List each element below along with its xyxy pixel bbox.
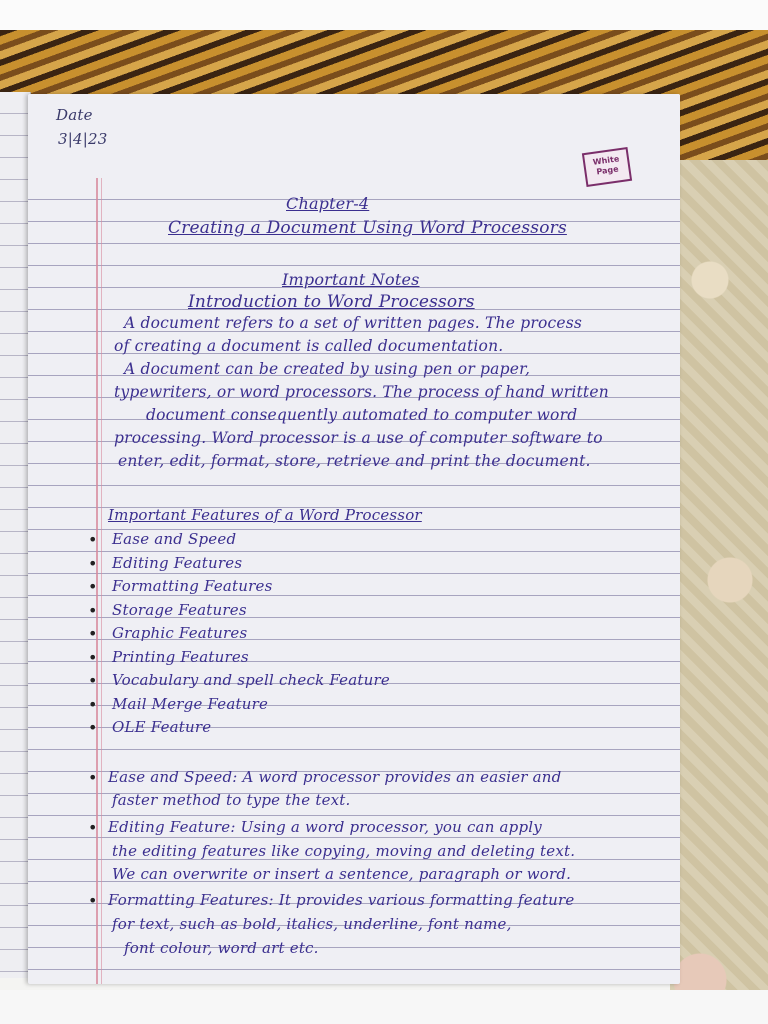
intro-line: enter, edit, format, store, retrieve and print the document. xyxy=(118,452,591,470)
margin-line-inner xyxy=(101,178,102,984)
detail-line: the editing features like copying, moving and deleting text. xyxy=(112,842,576,860)
logo-line1: White xyxy=(592,154,620,167)
bullet-icon: • xyxy=(88,600,98,620)
feature-item: Vocabulary and spell check Feature xyxy=(112,671,390,689)
detail-line: Editing Feature: Using a word processor, you can apply xyxy=(108,818,542,836)
logo-line2: Page xyxy=(595,164,620,177)
detail-line: Ease and Speed: A word processor provides an easier and xyxy=(108,768,562,786)
feature-item: Formatting Features xyxy=(112,577,273,595)
bedsheet-background xyxy=(670,160,768,990)
bullet-icon: • xyxy=(88,553,98,573)
feature-item: Graphic Features xyxy=(112,624,248,642)
feature-item: Storage Features xyxy=(112,600,247,619)
bullet-icon: • xyxy=(88,671,98,690)
whitepage-logo xyxy=(582,147,632,187)
intro-line: of creating a document is called documentation. xyxy=(114,337,504,355)
intro-line: processing. Word processor is a use of computer software to xyxy=(114,429,603,447)
bullet-icon: • xyxy=(88,718,98,737)
feature-item: Editing Features xyxy=(112,553,243,572)
page-header-area xyxy=(28,94,680,178)
detail-line: for text, such as bold, italics, underline, font name, xyxy=(112,915,512,933)
section-heading: Important Notes xyxy=(282,270,420,289)
bullet-icon: • xyxy=(88,891,98,910)
left-notebook-page xyxy=(0,92,31,978)
features-heading: Important Features of a Word Processor xyxy=(108,506,422,524)
bullet-icon: • xyxy=(88,624,98,643)
bullet-icon: • xyxy=(88,694,98,714)
detail-line: font colour, word art etc. xyxy=(124,939,319,957)
bottom-background xyxy=(0,990,768,1024)
intro-line: typewriters, or word processors. The process of hand written xyxy=(114,383,609,401)
bullet-icon: • xyxy=(88,530,98,549)
bullet-icon: • xyxy=(88,647,98,667)
subsection-heading: Introduction to Word Processors xyxy=(188,292,475,312)
feature-item: OLE Feature xyxy=(112,718,212,736)
detail-line: faster method to type the text. xyxy=(112,791,351,809)
feature-item: Mail Merge Feature xyxy=(112,694,269,713)
date-value: 3|4|23 xyxy=(58,130,108,148)
bullet-icon: • xyxy=(88,577,98,596)
intro-line: A document refers to a set of written pages. The process xyxy=(124,314,583,332)
detail-line: Formatting Features: It provides various formatting feature xyxy=(108,891,575,909)
feature-item: Printing Features xyxy=(112,647,249,666)
chapter-heading: Chapter-4 xyxy=(286,194,370,213)
top-background xyxy=(0,0,768,30)
intro-line: document consequently automated to computer word xyxy=(146,406,578,424)
notebook-page xyxy=(28,94,680,984)
feature-item: Ease and Speed xyxy=(112,530,237,548)
bullet-icon: • xyxy=(88,768,98,787)
date-label: Date xyxy=(56,106,93,124)
detail-line: We can overwrite or insert a sentence, paragraph or word. xyxy=(112,865,572,883)
chapter-title: Creating a Document Using Word Processors xyxy=(168,218,567,238)
intro-line: A document can be created by using pen or paper, xyxy=(124,360,531,378)
bullet-icon: • xyxy=(88,818,98,837)
